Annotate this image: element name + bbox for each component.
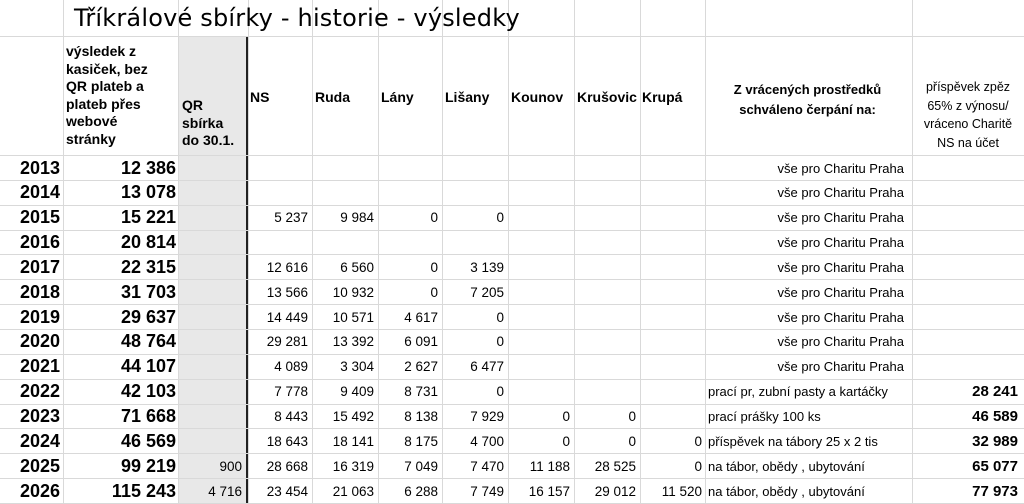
header-total-line: webové: [66, 113, 118, 129]
cell-kounov: [510, 280, 570, 305]
cell-qr: [180, 205, 242, 230]
cell-ruda: 9 984: [340, 210, 374, 226]
cell-note: na tábor, obědy , ubytování: [708, 458, 865, 474]
cell-ns: 8 443: [274, 409, 308, 424]
cell-krusovic: [576, 230, 636, 255]
cell-lisany: [444, 180, 504, 205]
cell-kounov: [510, 205, 570, 230]
cell-krupa: [642, 205, 702, 230]
cell-total: 29 637: [120, 306, 176, 327]
header-total-line: plateb přes: [66, 95, 141, 112]
cell-contrib: 28 241: [972, 383, 1018, 401]
cell-year: 2016: [19, 232, 60, 253]
cell-krupa: [642, 180, 702, 205]
cell-note: vše pro Charitu Praha: [777, 235, 904, 251]
cell-qr: [180, 429, 242, 454]
header-total: [66, 43, 148, 148]
cell-total: 15 221: [120, 207, 176, 228]
cell-year: 2025: [19, 455, 60, 476]
cell-total: 46 569: [120, 430, 176, 451]
cell-krusovic: [576, 205, 636, 230]
cell-note: vše pro Charitu Praha: [777, 359, 904, 375]
cell-total: 71 668: [120, 406, 176, 426]
cell-kounov: [510, 156, 570, 181]
cell-ruda: 9 409: [340, 384, 374, 400]
cell-lisany: 7 929: [470, 409, 504, 424]
cell-kounov: [510, 255, 570, 280]
cell-krupa: 0: [694, 458, 702, 474]
cell-krupa: 0: [694, 433, 702, 449]
cell-krupa: [642, 379, 702, 404]
header-qr: [182, 97, 234, 150]
cell-note: vše pro Charitu Praha: [777, 284, 904, 300]
cell-krupa: [642, 230, 702, 255]
cell-krupa: [642, 329, 702, 354]
header-total-line: QR plateb a: [66, 78, 144, 94]
cell-total: 12 386: [120, 157, 176, 178]
cell-total: 44 107: [120, 356, 176, 377]
header-total-line: stránky: [66, 130, 116, 147]
cell-contrib: 32 989: [972, 432, 1018, 450]
cell-krusovic: [576, 305, 636, 330]
cell-note: prací prášky 100 ks: [708, 409, 821, 424]
cell-total: 48 764: [120, 331, 176, 352]
cell-qr: [180, 255, 242, 280]
cell-kounov: [510, 354, 570, 379]
cell-note: na tábor, obědy , ubytování: [708, 483, 865, 499]
cell-qr: [180, 156, 242, 181]
cell-ns: 13 566: [266, 284, 308, 300]
cell-lany: 8 731: [404, 384, 438, 400]
cell-year: 2014: [19, 182, 60, 203]
cell-krusovic: [576, 379, 636, 404]
cell-ns: 14 449: [266, 309, 308, 325]
cell-lisany: 0: [496, 210, 504, 226]
header-note-line: schváleno čerpání na:: [739, 102, 876, 117]
cell-qr: 900: [219, 458, 242, 474]
cell-ns: 7 778: [274, 384, 308, 400]
header-krupa: Krupá: [642, 89, 683, 105]
cell-kounov: 0: [562, 409, 570, 424]
cell-krusovic: [576, 329, 636, 354]
cell-kounov: [510, 230, 570, 255]
cell-lany: [380, 230, 438, 255]
header-qr-line: sbírka: [182, 114, 224, 131]
header-ruda: Ruda: [315, 89, 350, 105]
cell-qr: [180, 180, 242, 205]
cell-ns: 29 281: [266, 334, 308, 350]
cell-note: prací pr, zubní pasty a kartáčky: [708, 384, 888, 400]
cell-ruda: 21 063: [332, 483, 374, 499]
grid-row-line: [0, 36, 1024, 37]
cell-krusovic: 0: [628, 409, 636, 424]
cell-krusovic: 29 012: [594, 483, 636, 499]
cell-year: 2013: [19, 157, 60, 178]
cell-ruda: 6 560: [340, 259, 374, 275]
header-qr-line: do 30.1.: [182, 132, 235, 148]
cell-total: 31 703: [120, 281, 176, 302]
cell-contrib: [914, 205, 1018, 230]
cell-contrib: [914, 305, 1018, 330]
cell-lany: [380, 180, 438, 205]
cell-ruda: [314, 156, 374, 181]
cell-total: 13 078: [120, 182, 176, 203]
cell-lisany: 0: [496, 334, 504, 350]
cell-lisany: 0: [496, 309, 504, 325]
cell-ruda: 18 141: [332, 433, 374, 449]
cell-krupa: [642, 255, 702, 280]
cell-lany: 8 175: [404, 433, 438, 449]
cell-year: 2015: [19, 207, 60, 228]
cell-total: 42 103: [120, 381, 176, 402]
cell-contrib: [914, 156, 1018, 181]
cell-lisany: 0: [496, 384, 504, 400]
cell-note: vše pro Charitu Praha: [777, 334, 904, 350]
cell-year: 2019: [19, 306, 60, 327]
cell-lisany: 7 205: [470, 284, 504, 300]
cell-contrib: [914, 354, 1018, 379]
cell-krusovic: 28 525: [594, 458, 636, 474]
cell-contrib: 65 077: [972, 457, 1018, 475]
cell-ns: 28 668: [266, 458, 308, 474]
cell-lisany: 3 139: [470, 259, 504, 275]
header-total-line: výsledek z: [66, 43, 137, 59]
cell-lisany: [444, 156, 504, 181]
header-ns: NS: [250, 89, 270, 105]
cell-qr: [180, 354, 242, 379]
cell-ns: [250, 180, 308, 205]
cell-kounov: [510, 305, 570, 330]
cell-lany: 0: [430, 284, 438, 300]
cell-krusovic: [576, 156, 636, 181]
cell-qr: 4 716: [208, 483, 242, 499]
cell-ns: 18 643: [266, 433, 308, 449]
header-note-line: Z vrácených prostředků: [733, 82, 882, 97]
cell-lany: 2 627: [404, 359, 438, 375]
cell-krupa: 11 520: [661, 483, 702, 499]
cell-lisany: 4 700: [470, 433, 504, 449]
cell-lany: 6 091: [404, 334, 438, 350]
cell-krusovic: [576, 354, 636, 379]
header-krusovic: Krušovic: [577, 89, 637, 105]
cell-qr: [180, 404, 242, 429]
header-lany: Lány: [381, 89, 414, 105]
cell-ruda: 10 571: [332, 309, 374, 325]
header-contrib-line: vráceno Charitě: [923, 117, 1013, 131]
cell-contrib: [914, 230, 1018, 255]
cell-year: 2024: [19, 430, 60, 451]
cell-contrib: 46 589: [972, 408, 1018, 425]
cell-year: 2023: [19, 406, 60, 426]
cell-kounov: 16 157: [528, 483, 570, 499]
cell-ruda: 15 492: [332, 409, 374, 424]
cell-ns: 23 454: [266, 483, 308, 499]
cell-year: 2022: [19, 381, 60, 402]
cell-lany: 7 049: [404, 458, 438, 474]
cell-ruda: 16 319: [332, 458, 374, 474]
cell-qr: [180, 230, 242, 255]
cell-ruda: [314, 180, 374, 205]
cell-contrib: [914, 280, 1018, 305]
cell-lisany: 7 470: [470, 458, 504, 474]
cell-qr: [180, 329, 242, 354]
cell-lany: 6 288: [404, 483, 438, 499]
cell-ruda: 13 392: [332, 334, 374, 350]
cell-year: 2018: [19, 281, 60, 302]
cell-year: 2020: [19, 331, 60, 352]
cell-ns: [250, 156, 308, 181]
cell-ruda: 10 932: [332, 284, 374, 300]
cell-kounov: [510, 379, 570, 404]
cell-krupa: [642, 404, 702, 429]
cell-krusovic: 0: [628, 433, 636, 449]
cell-lany: 4 617: [404, 309, 438, 325]
header-lisany: Lišany: [445, 89, 490, 105]
cell-krusovic: [576, 255, 636, 280]
cell-contrib: [914, 180, 1018, 205]
cell-note: vše pro Charitu Praha: [777, 309, 904, 325]
cell-total: 20 814: [120, 232, 176, 253]
cell-note: vše pro Charitu Praha: [777, 160, 904, 176]
cell-krupa: [642, 354, 702, 379]
cell-note: příspěvek na tábory 25 x 2 tis: [708, 433, 878, 449]
cell-kounov: 11 188: [529, 458, 570, 474]
cell-krupa: [642, 305, 702, 330]
cell-krupa: [642, 280, 702, 305]
cell-year: 2026: [19, 480, 60, 501]
cell-ns: 4 089: [274, 359, 308, 375]
header-contrib-line: příspěvek zpěz: [925, 80, 1011, 94]
cell-total: 99 219: [120, 455, 176, 476]
cell-qr: [180, 280, 242, 305]
cell-ns: [250, 230, 308, 255]
cell-kounov: [510, 180, 570, 205]
cell-note: vše pro Charitu Praha: [777, 185, 904, 201]
cell-note: vše pro Charitu Praha: [777, 259, 904, 275]
cell-krusovic: [576, 280, 636, 305]
cell-qr: [180, 379, 242, 404]
header-contrib-line: NS na účet: [937, 135, 999, 150]
cell-year: 2017: [19, 256, 60, 277]
cell-lisany: 7 749: [470, 483, 504, 499]
cell-lany: 0: [430, 210, 438, 226]
cell-ns: 12 616: [266, 259, 308, 275]
header-note: [705, 80, 910, 120]
cell-year: 2021: [19, 356, 60, 377]
cell-total: 115 243: [111, 480, 176, 501]
cell-kounov: [510, 329, 570, 354]
cell-contrib: 77 973: [972, 482, 1018, 500]
header-contrib-line: 65% z výnosu/: [927, 98, 1009, 113]
page-title: Tříkrálové sbírky - historie - výsledky: [74, 4, 520, 32]
cell-note: vše pro Charitu Praha: [777, 210, 904, 226]
cell-contrib: [914, 255, 1018, 280]
header-kounov: Kounov: [511, 89, 564, 105]
cell-lisany: 6 477: [470, 359, 504, 375]
cell-ruda: 3 304: [340, 359, 374, 375]
cell-lisany: [444, 230, 504, 255]
cell-total: 22 315: [120, 256, 176, 277]
cell-krusovic: [576, 180, 636, 205]
cell-lany: 8 138: [404, 409, 438, 424]
cell-lany: 0: [430, 259, 438, 275]
cell-ns: 5 237: [274, 210, 308, 226]
header-qr-line: QR: [182, 97, 203, 113]
cell-lany: [380, 156, 438, 181]
cell-qr: [180, 305, 242, 330]
header-contrib: [912, 78, 1024, 152]
cell-ruda: [314, 230, 374, 255]
cell-contrib: [914, 329, 1018, 354]
cell-kounov: 0: [562, 433, 570, 449]
header-total-line: kasiček, bez: [66, 60, 148, 77]
cell-krupa: [642, 156, 702, 181]
